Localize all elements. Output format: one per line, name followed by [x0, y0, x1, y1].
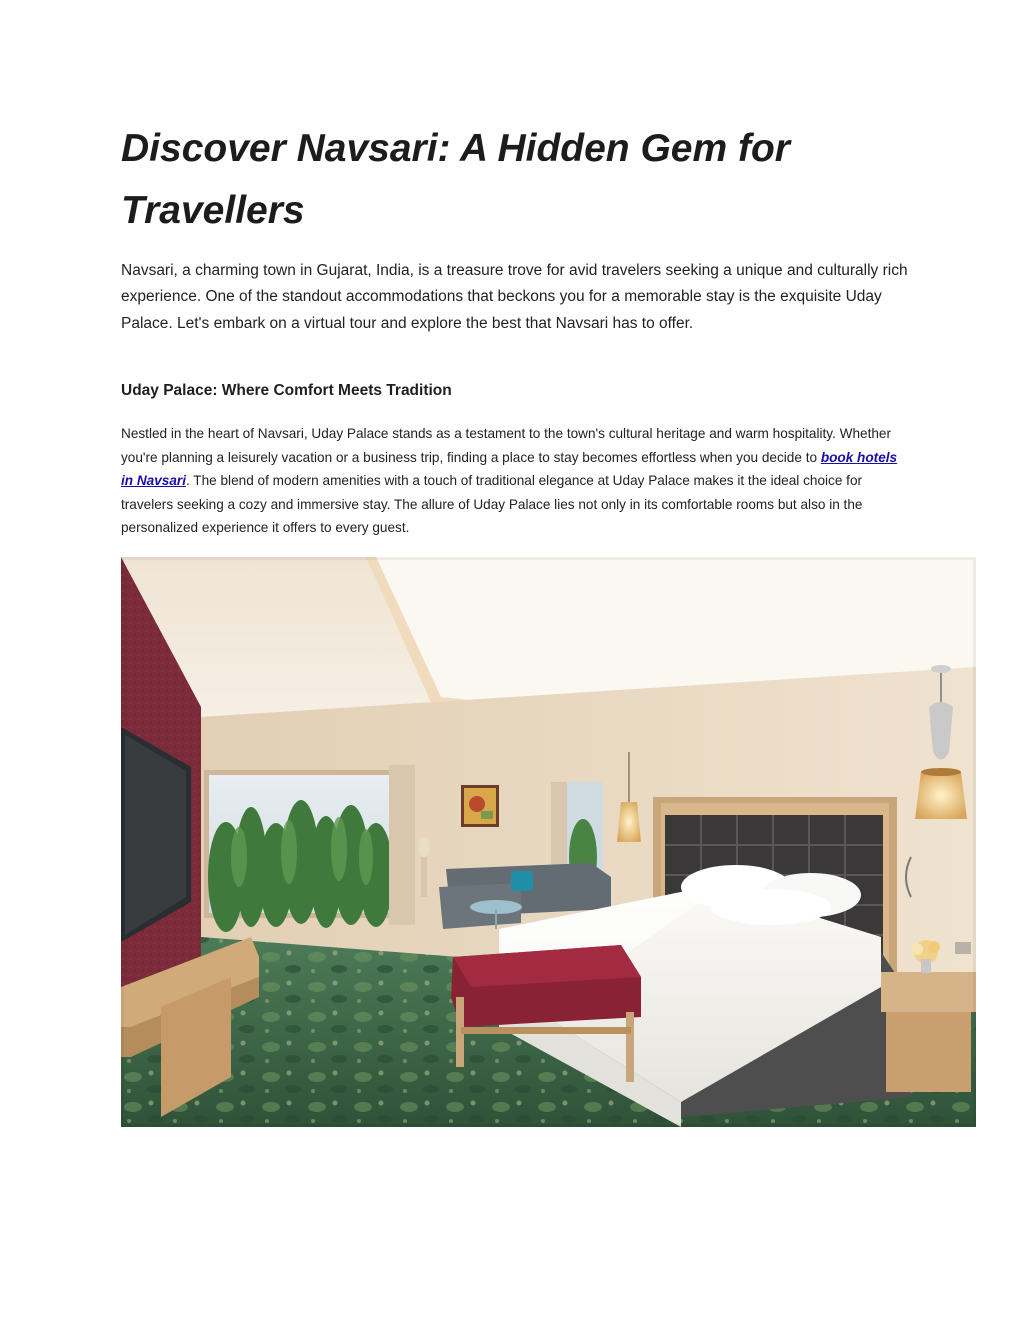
- body-paragraph: [121, 422, 911, 540]
- body-text-after-link: . The blend of modern amenities with a touch of traditional elegance at Uday Palace makes it the ideal choice for travelers seeking a cozy and immersive stay. The allure of Uday Palace lies not only in its comfortable rooms but also in the personalized experience it offers to every guest.: [121, 473, 863, 535]
- book-hotels-link[interactable]: book hotels in Navsari: [121, 449, 898, 488]
- body-text-before-link: Nestled in the heart of Navsari, Uday Palace stands as a testament to the town's cultural heritage and warm hospitality. Whether you're planning a leisurely vacation or a business trip, finding a place to stay becomes effortless when you decide to: [121, 426, 892, 465]
- hotel-room-photo: [121, 557, 976, 1127]
- intro-paragraph: Navsari, a charming town in Gujarat, India, is a treasure trove for avid travelers seeking a unique and culturally rich experience. One of the standout accommodations that beckons you for a memorable stay is the exquisite Uday Palace. Let's embark on a virtual tour and explore the best that Navsari has to offer.: [121, 262, 908, 332]
- article-title: Discover Navsari: A Hidden Gem for Travellers: [121, 127, 790, 232]
- section-heading: Uday Palace: Where Comfort Meets Tradition: [121, 382, 452, 399]
